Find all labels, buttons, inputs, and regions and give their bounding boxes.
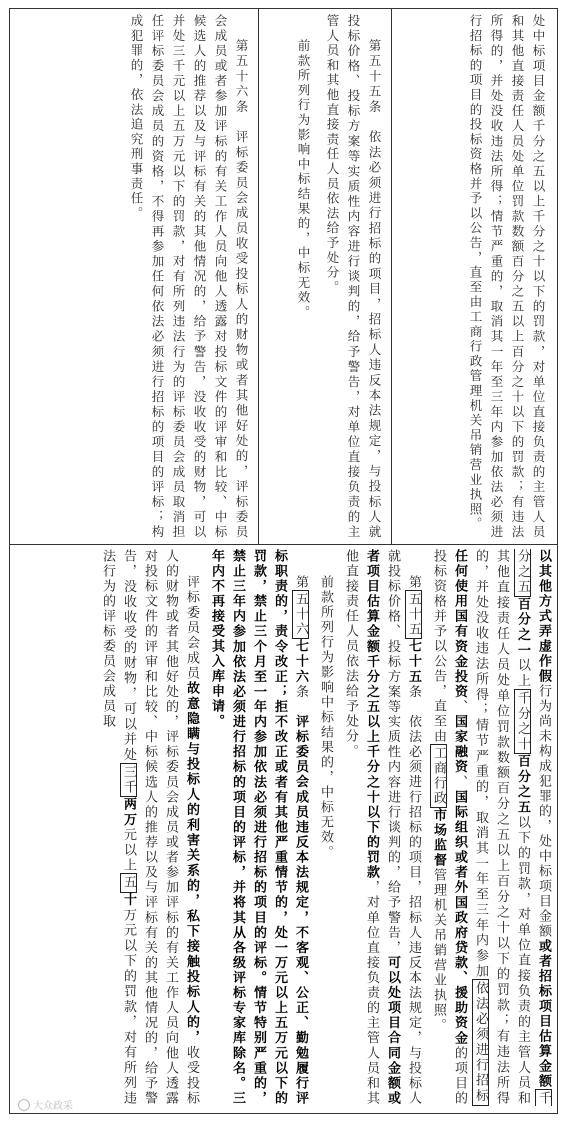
article-76-revised-para-2: 评标委员会成员故意隐瞒与投标人的利害关系的，私下接触投标人的，收受投标人的财物或者其他好处的，评标委员会成员或者参加评标的有关工作人员向他人透露对投标文件的评审和比较、中标候选人的推荐以及与评标有关的其他情况的，给予警告，没收收受的财物，可以并处三千两万元以上五十万元以下的罚款，对有所列违法行为的评标委员会成员取 bbox=[100, 549, 199, 1106]
watermark-text: 大众政采 bbox=[33, 1101, 73, 1112]
article-75-revised-para-2: 前款所列行为影响中标结果的，中标无效。 bbox=[318, 575, 333, 860]
deleted-text-box: 三千 bbox=[121, 764, 136, 796]
deleted-text-box: 五十六 bbox=[293, 592, 308, 638]
article-54-revised-tail: 以其他方式弄虚作假行为尚未构成犯罪的，处中标项目金额或者招标项目估算金额千分之五百分之一以上千分之十百分之五以下的罚款，对单位直接负责的主管人员和其他直接责任人员处单位罚款数额百分之五以上百分之十以下的罚款；有违法所得的，并处没收违法所得；情节严重的，取消其一年至三年内参加依法必须进行招标任何使用国有资金投资、国家融资、国际组织或者外国政府贷款、援助资金的项目的投标资格并予以公告，直至由工商行政市场监督管理机关吊销营业执照。 bbox=[431, 549, 551, 1106]
deleted-text-box: 工商行政 bbox=[431, 746, 446, 806]
original-article-55-cell bbox=[261, 14, 389, 540]
article-55-original-para-2: 前款所列行为影响中标结果的，中标无效。 bbox=[296, 39, 311, 321]
article-76-revised: 第五十六七十六条 评标委员会成员违反本法规定，不客观、公正、勤勉履行评标职责的，责令改正；拒不改正或者有其他严重情节的，处一万元以上五万元以下的罚款，禁止三个月至一年内参加依法必须进行招标的项目的评标。情节特别严重的，禁止三年内参加依法必须进行招标的项目的评标，并将其从各级评标专家库除名。三年内不再接受其入库申请。 bbox=[209, 549, 308, 1106]
source-watermark bbox=[18, 1097, 73, 1112]
article-55-original bbox=[322, 14, 385, 540]
deleted-text-box: 五十五 bbox=[406, 592, 421, 638]
article-56-original bbox=[126, 14, 252, 540]
deleted-text-box: 依法必须进行招标 bbox=[473, 981, 488, 1105]
deleted-text-box: 千分之十 bbox=[515, 690, 530, 753]
article-number: 第五十六条 bbox=[234, 39, 249, 115]
article-text: 评标委员会成员收受投标人的财物或者其他好处的，评标委员会成员或者参加评标的有关工作人员向他人透露对投标文件的评审和比较、中标候选人的推荐以及与评标有关的其他情况的，给予警告，没收收受的财物，可以并处三千元以上五万元以下的罚款，对有所列违法行为的评标委员会成员取消担任评标委员会成员的资格，不得再参加任何依法必须进行招标的项目的评标；构成犯罪的，依法追究刑事责任。 bbox=[129, 14, 249, 540]
revised-articles-cell bbox=[12, 549, 556, 1106]
article-number: 第五十五条 bbox=[367, 39, 382, 115]
deleted-text-box: 五 bbox=[121, 875, 136, 891]
column-divider bbox=[258, 8, 259, 544]
column-divider bbox=[391, 8, 392, 544]
wechat-logo-icon bbox=[18, 1099, 30, 1111]
row-divider bbox=[9, 544, 558, 545]
article-75-revised: 第五十五七十五条 依法必须进行招标的项目，招标人违反本法规定，与投标人就投标价格、投标方案等实质性内容进行谈判的，给予警告，可以处项目合同金额或者项目估算金额千分之五以上千分之十以下的罚款，对单位直接负责的主管人员和其他直接责任人员依法给予处分。 bbox=[343, 549, 421, 1106]
article-text: 依法必须进行招标的项目，招标人违反本法规定，与投标人就投标价格、投标方案等实质性内容进行谈判的，给予警告，对单位直接负责的主管人员和其他直接责任人员依法给予处分。 bbox=[325, 14, 382, 540]
article-54-original-tail: 处中标项目金额千分之五以上千分之十以下的罚款，对单位直接负责的主管人员和其他直接责任人员处单位罚款数额百分之五以上百分之十以下的罚款；有违法所得的，并处没收违法所得；情节严重的，取消其一年至三年内参加依法必须进行招标的项目的投标资格并予以公告，直至由工商行政管理机关吊销营业执照。 bbox=[468, 14, 546, 540]
original-article-56-cell bbox=[14, 14, 256, 540]
original-article-54-cell bbox=[393, 14, 553, 540]
deleted-text-box: 千分之五 bbox=[515, 549, 551, 1106]
